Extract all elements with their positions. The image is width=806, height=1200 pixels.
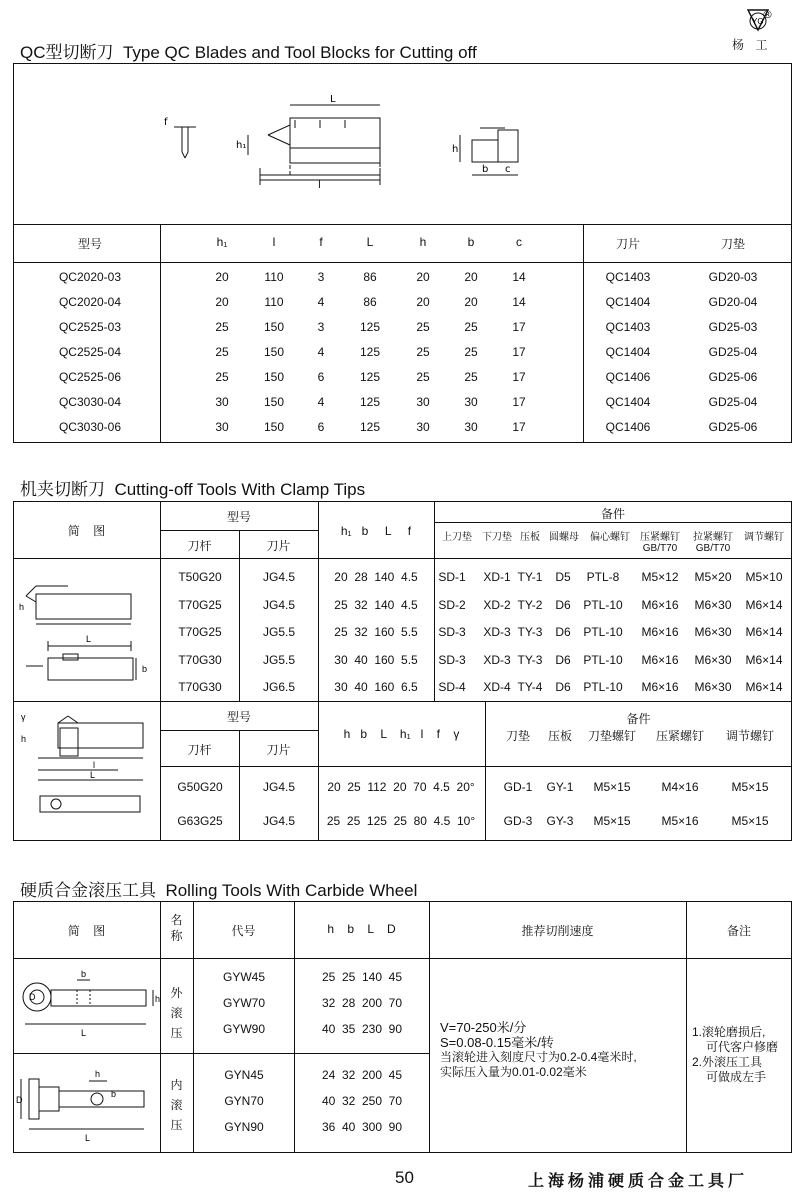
table-cell: M6×16 xyxy=(641,680,679,694)
table-cell: D6 xyxy=(555,597,571,612)
svg-text:l: l xyxy=(93,760,95,770)
table-cell: XD-1 xyxy=(483,570,511,584)
table-cell: 30 xyxy=(215,420,229,434)
table-cell: 17 xyxy=(512,395,526,409)
table-cell: 125 xyxy=(359,345,381,359)
table-cell: JG4.5 xyxy=(262,780,295,794)
t1-header-xinghao: 型号 xyxy=(226,510,251,524)
table-cell: G63G25 xyxy=(177,814,223,828)
table-cell: 25 xyxy=(416,345,430,359)
table-cell: T70G25 xyxy=(178,597,222,612)
table-cell: XD-3 xyxy=(483,652,511,667)
table-cell: 150 xyxy=(263,345,285,359)
qc-blade-drawing xyxy=(160,80,760,220)
table-cell: QC2525-06 xyxy=(58,370,122,384)
sec1-header-3: f xyxy=(319,235,323,249)
table-cell: QC1404 xyxy=(605,295,651,309)
table-cell: QC1403 xyxy=(605,320,651,334)
table-cell: 25 xyxy=(464,370,478,384)
sec1-header-8: 刀片 xyxy=(615,237,640,251)
table-cell: PTL-8 xyxy=(586,570,620,584)
s3-header-jiantu: 简 图 xyxy=(67,924,106,938)
table-cell: 25 xyxy=(215,320,229,334)
table-cell: QC1404 xyxy=(605,395,651,409)
t2-part-header-3: 压紧螺钉 xyxy=(655,729,704,743)
table-cell: QC2020-03 xyxy=(58,270,122,284)
svg-text:L: L xyxy=(90,770,96,780)
table-cell: 25 xyxy=(464,345,478,359)
table-cell: 20 xyxy=(464,295,478,309)
table-cell: G50G20 xyxy=(177,780,223,794)
t1-header-daogan: 刀杆 xyxy=(187,539,212,553)
table-cell: 150 xyxy=(263,395,285,409)
table-cell: JG6.5 xyxy=(262,680,295,694)
clamp-tool-drawing-2 xyxy=(18,708,158,838)
svg-text:L: L xyxy=(330,94,336,105)
code-cell: GYN70 xyxy=(224,1094,264,1108)
table-cell: M5×15 xyxy=(731,780,769,794)
table-cell: 20 xyxy=(215,270,229,284)
table-cell: SD-4 xyxy=(438,680,466,694)
table-cell: QC1404 xyxy=(605,345,651,359)
params-cell: 40 32 250 70 xyxy=(321,1094,403,1108)
logo-reg: ® xyxy=(762,8,773,21)
t2-part-header-0: 刀垫 xyxy=(505,729,530,743)
table-cell: QC1406 xyxy=(605,370,651,384)
svg-text:l: l xyxy=(318,180,321,191)
table-cell: GY-1 xyxy=(546,780,574,794)
speed-note: V=70-250米/分 S=0.08-0.15毫米/转 当滚轮进入刻度尺寸为0.2-0.4毫米时, 实际压入量为0.01-0.02毫米 xyxy=(440,1020,637,1079)
table-cell: 86 xyxy=(363,295,377,309)
table-cell: M6×30 xyxy=(694,625,732,639)
table-cell: PTL-10 xyxy=(583,597,623,612)
table-cell: 150 xyxy=(263,420,285,434)
t1-header-jiantu: 简 图 xyxy=(67,524,106,538)
table-cell: M6×16 xyxy=(641,597,679,612)
params-cell: 40 35 230 90 xyxy=(321,1022,403,1036)
company-name: 上海杨浦硬质合金工具厂 xyxy=(528,1171,749,1190)
t1-part-header-3: 圆螺母 xyxy=(549,532,579,543)
table-cell: 17 xyxy=(512,370,526,384)
s3-header-params: h b L D xyxy=(327,922,396,936)
table-cell: 30 xyxy=(416,420,430,434)
t2-part-header-1: 压板 xyxy=(547,729,572,743)
table-cell: QC1403 xyxy=(605,270,651,284)
table-cell: QC1406 xyxy=(605,420,651,434)
table-cell: 150 xyxy=(263,320,285,334)
table-cell: M4×16 xyxy=(661,780,699,794)
t2-header-params: h b L h₁ l f γ xyxy=(343,727,460,741)
table-cell: 25 xyxy=(416,370,430,384)
t1-part-header-4: 偏心螺钉 xyxy=(590,532,630,543)
remark-note: 1.滚轮磨损后, 可代客户修磨 2.外滚压工具 可做成左手 xyxy=(692,1025,779,1084)
table-cell: GD-1 xyxy=(503,780,533,794)
table-cell: T70G30 xyxy=(178,652,222,667)
table-cell: 86 xyxy=(363,270,377,284)
code-cell: GYN45 xyxy=(224,1068,264,1082)
table-cell: M6×14 xyxy=(745,625,783,639)
svg-text:D: D xyxy=(29,992,36,1002)
table-cell: 6 xyxy=(317,420,325,434)
t1-header-gb1: GB/T70 xyxy=(642,543,678,554)
table-cell: 20 xyxy=(464,270,478,284)
table-cell: QC2525-04 xyxy=(58,345,122,359)
t1-header-params: h₁ b L f xyxy=(340,524,412,538)
table-cell: 25 xyxy=(215,345,229,359)
t1-part-header-0: 上刀垫 xyxy=(442,532,472,543)
t1-part-header-2: 压板 xyxy=(520,532,540,543)
t1-part-header-1: 下刀垫 xyxy=(482,532,512,543)
table-cell: 110 xyxy=(264,270,284,284)
table-cell: 125 xyxy=(359,420,381,434)
table-cell: 30 xyxy=(416,395,430,409)
svg-text:L: L xyxy=(85,1133,91,1143)
table-cell: M6×14 xyxy=(745,597,783,612)
table-cell: 17 xyxy=(512,320,526,334)
table-cell: XD-2 xyxy=(483,597,511,612)
code-cell: GYN90 xyxy=(224,1120,264,1134)
t1-part-header-5: 压紧螺钉 xyxy=(640,532,680,543)
table-cell: 20 28 140 4.5 xyxy=(334,570,418,584)
table-cell: 4 xyxy=(317,395,325,409)
table-cell: JG4.5 xyxy=(262,597,295,612)
s3-header-speed: 推荐切削速度 xyxy=(521,924,594,938)
table-cell: M6×16 xyxy=(641,625,679,639)
table-cell: SD-2 xyxy=(438,597,466,612)
table-cell: GD25-06 xyxy=(708,370,758,384)
table-cell: 4 xyxy=(317,345,325,359)
table-cell: QC2020-04 xyxy=(58,295,122,309)
svg-text:h: h xyxy=(21,734,27,744)
table-cell: TY-3 xyxy=(517,652,543,667)
table-cell: JG4.5 xyxy=(262,814,295,828)
t2-part-header-2: 刀垫螺钉 xyxy=(587,729,636,743)
table-cell: 14 xyxy=(512,295,526,309)
logo-text: 杨 工 xyxy=(732,38,768,52)
t2-header-daogan: 刀杆 xyxy=(187,743,212,757)
svg-text:h: h xyxy=(95,1069,101,1079)
section2-title: 机夹切断刀 Cutting-off Tools With Clamp Tips xyxy=(20,480,366,499)
table-cell: 25 xyxy=(464,320,478,334)
svg-text:b: b xyxy=(81,969,87,979)
table-cell: 17 xyxy=(512,345,526,359)
table-cell: GD-3 xyxy=(503,814,533,828)
table-cell: 25 25 125 25 80 4.5 10° xyxy=(326,814,476,828)
sec1-header-9: 刀垫 xyxy=(720,237,745,251)
table-cell: XD-3 xyxy=(483,625,511,639)
sec1-header-0: 型号 xyxy=(77,237,102,251)
table-cell: JG4.5 xyxy=(262,570,295,584)
params-cell: 25 25 140 45 xyxy=(321,970,403,984)
table-cell: M6×14 xyxy=(745,652,783,667)
table-cell: QC3030-06 xyxy=(58,420,122,434)
outer-label: 外 滚 压 xyxy=(170,986,183,1040)
table-cell: 17 xyxy=(512,420,526,434)
table-cell: D6 xyxy=(555,652,571,667)
t2-header-daopian: 刀片 xyxy=(266,743,291,757)
table-cell: SD-3 xyxy=(438,625,466,639)
svg-text:f: f xyxy=(164,117,168,128)
code-cell: GYW70 xyxy=(222,996,265,1010)
sec1-header-6: b xyxy=(467,235,475,249)
table-cell: M6×14 xyxy=(745,680,783,694)
table-cell: QC2525-03 xyxy=(58,320,122,334)
s3-header-mingcheng: 名 称 xyxy=(170,913,183,943)
s3-header-note: 备注 xyxy=(726,924,751,938)
table-cell: 30 xyxy=(464,420,478,434)
table-cell: XD-4 xyxy=(483,680,511,694)
table-cell: 20 25 112 20 70 4.5 20° xyxy=(327,780,475,794)
inner-label: 内 滚 压 xyxy=(170,1078,183,1132)
params-cell: 32 28 200 70 xyxy=(321,996,403,1010)
sec1-header-7: c xyxy=(516,235,522,249)
page-number: 50 xyxy=(395,1168,414,1187)
inner-rolling-tool-drawing xyxy=(15,1057,160,1152)
t1-header-beijian: 备件 xyxy=(600,507,625,521)
table-cell: 20 xyxy=(215,295,229,309)
sec1-header-1: h₁ xyxy=(216,235,228,249)
t2-header-beijian: 备件 xyxy=(626,712,651,726)
table-cell: TY-2 xyxy=(517,597,543,612)
table-cell: SD-1 xyxy=(438,570,466,584)
sec1-header-4: L xyxy=(366,235,374,249)
params-cell: 36 40 300 90 xyxy=(321,1120,403,1134)
table-cell: 3 xyxy=(317,320,325,334)
table-cell: 20 xyxy=(416,295,430,309)
section1-title: QC型切断刀 Type QC Blades and Tool Blocks for Cutting off xyxy=(20,43,477,62)
table-cell: M6×30 xyxy=(694,652,732,667)
code-cell: GYW90 xyxy=(222,1022,265,1036)
params-cell: 24 32 200 45 xyxy=(321,1068,403,1082)
t2-part-header-4: 调节螺钉 xyxy=(725,729,774,743)
clamp-tool-drawing xyxy=(18,566,158,696)
table-cell: 150 xyxy=(263,370,285,384)
table-cell: T50G20 xyxy=(178,570,222,584)
svg-text:γ: γ xyxy=(21,712,26,722)
sec1-header-2: l xyxy=(272,235,276,249)
table-cell: SD-3 xyxy=(438,652,466,667)
table-cell: GD25-06 xyxy=(708,420,758,434)
svg-text:L: L xyxy=(86,634,92,644)
table-cell: GY-3 xyxy=(546,814,574,828)
table-cell: D6 xyxy=(555,680,571,694)
table-cell: M5×15 xyxy=(593,814,631,828)
table-cell: 6 xyxy=(317,370,325,384)
svg-text:b: b xyxy=(142,664,148,674)
table-cell: GD20-04 xyxy=(708,295,758,309)
table-cell: M5×16 xyxy=(661,814,699,828)
table-cell: TY-3 xyxy=(517,625,543,639)
table-cell: 30 xyxy=(215,395,229,409)
table-cell: D6 xyxy=(555,625,571,639)
svg-text:c: c xyxy=(505,164,511,175)
table-cell: M5×15 xyxy=(731,814,769,828)
table-cell: M6×16 xyxy=(641,652,679,667)
table-cell: TY-1 xyxy=(517,570,543,584)
table-cell: M5×20 xyxy=(694,570,732,584)
table-cell: PTL-10 xyxy=(583,625,623,639)
table-cell: 25 32 160 5.5 xyxy=(334,625,418,639)
table-cell: 3 xyxy=(317,270,325,284)
table-cell: M5×15 xyxy=(593,780,631,794)
sec1-header-5: h xyxy=(419,235,427,249)
svg-text:h: h xyxy=(19,602,25,612)
table-cell: 30 xyxy=(464,395,478,409)
table-cell: GD25-03 xyxy=(708,320,758,334)
table-cell: D5 xyxy=(555,570,571,584)
svg-text:h: h xyxy=(452,144,459,155)
t1-header-daopian: 刀片 xyxy=(266,539,291,553)
table-cell: 4 xyxy=(317,295,325,309)
table-cell: 25 xyxy=(215,370,229,384)
s3-header-daihao: 代号 xyxy=(231,924,256,938)
table-cell: 30 40 160 5.5 xyxy=(334,652,418,667)
outer-rolling-tool-drawing xyxy=(15,962,160,1052)
table-cell: 14 xyxy=(512,270,526,284)
section3-title: 硬质合金滚压工具 Rolling Tools With Carbide Wheel xyxy=(20,881,418,900)
t1-part-header-7: 调节螺钉 xyxy=(744,532,784,543)
table-cell: 30 40 160 6.5 xyxy=(334,680,418,694)
table-cell: GD20-03 xyxy=(708,270,758,284)
table-cell: M6×30 xyxy=(694,680,732,694)
table-cell: 25 32 140 4.5 xyxy=(334,597,418,612)
table-cell: 25 xyxy=(416,320,430,334)
table-cell: 125 xyxy=(359,320,381,334)
table-cell: QC3030-04 xyxy=(58,395,122,409)
table-cell: PTL-10 xyxy=(583,680,623,694)
table-cell: 125 xyxy=(359,395,381,409)
table-cell: GD25-04 xyxy=(708,345,758,359)
table-cell: T70G30 xyxy=(178,680,222,694)
table-cell: T70G25 xyxy=(178,625,222,639)
t1-header-gb2: GB/T70 xyxy=(695,543,731,554)
table-cell: 20 xyxy=(416,270,430,284)
svg-text:b: b xyxy=(111,1089,117,1099)
svg-text:b: b xyxy=(482,164,489,175)
table-cell: M6×30 xyxy=(694,597,732,612)
svg-text:D: D xyxy=(16,1095,23,1105)
table-cell: GD25-04 xyxy=(708,395,758,409)
table-cell: JG5.5 xyxy=(262,652,295,667)
table-cell: JG5.5 xyxy=(262,625,295,639)
code-cell: GYW45 xyxy=(222,970,265,984)
svg-text:YG: YG xyxy=(752,17,764,26)
table-cell: M5×12 xyxy=(641,570,679,584)
t1-part-header-6: 拉紧螺钉 xyxy=(693,532,733,543)
svg-text:h₁: h₁ xyxy=(236,140,247,151)
table-cell: TY-4 xyxy=(517,680,543,694)
table-cell: 125 xyxy=(359,370,381,384)
svg-text:L: L xyxy=(81,1028,87,1038)
table-cell: PTL-10 xyxy=(583,652,623,667)
logo xyxy=(718,8,778,52)
svg-text:h: h xyxy=(155,994,160,1004)
table-cell: 110 xyxy=(264,295,284,309)
t2-header-xinghao: 型号 xyxy=(226,710,251,724)
table-cell: M5×10 xyxy=(745,570,783,584)
